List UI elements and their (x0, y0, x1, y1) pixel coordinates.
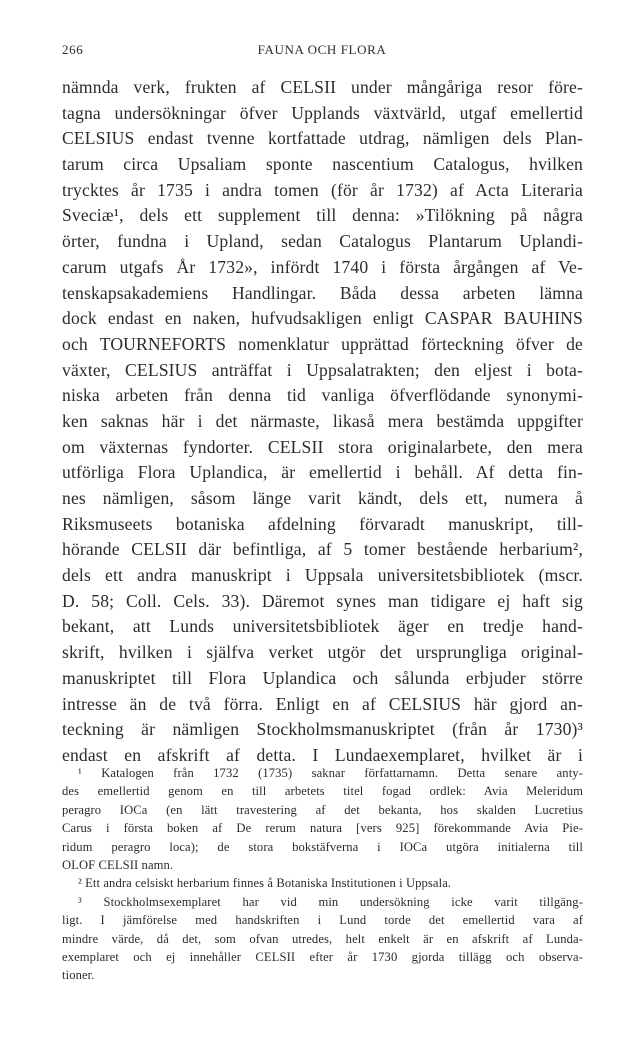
body-line: endast en afskrift af detta. I Lundaexemplaret, hvilket är i (62, 744, 583, 765)
body-line: intresse än de två förra. Enligt en af CELSIUS här gjord an- (62, 693, 583, 714)
body-line: manuskriptet till Flora Uplandica och sålunda erbjuder större (62, 667, 583, 688)
body-line: örter, fundna i Upland, sedan Catalogus Plantarum Uplandi- (62, 231, 583, 252)
footnote-line: OLOF CELSII namn. (62, 857, 174, 872)
body-line: bekant, att Lunds universitetsbibliotek äger en tredje hand- (62, 616, 583, 637)
body-line: tarum circa Upsaliam sponte nascentium Catalogus, hvilken (62, 154, 583, 175)
footnote-line: ligt. I jämförelse med handskriften i Lund torde det emellertid vara af (62, 913, 583, 928)
footnote-line: peragro IOCa (en lätt travestering af det bekanta, hos skalden Lucretius (62, 802, 583, 817)
running-title: FAUNA OCH FLORA (257, 42, 387, 57)
body-line: dels ett andra manuskript i Uppsala universitetsbibliotek (mscr. (62, 565, 583, 586)
footnote-line: des emellertid genom en till arbetets titel fogad ordlek: Avia Meleridum (62, 784, 583, 799)
body-line: växter, CELSIUS anträffat i Uppsalatrakten; den eljest i bota- (62, 359, 583, 380)
running-head (62, 42, 582, 60)
body-line: nes nämligen, såsom länge varit kändt, dels ett, numera å (62, 488, 583, 508)
body-line: tenskapsakademiens Handlingar. Båda dessa arbeten lämna (62, 282, 583, 303)
page-number: 266 (62, 42, 84, 57)
footnote-line: Carus i första boken af De rerum natura [vers 925] förekommande Avia Pie- (62, 821, 583, 836)
footnote-line: exemplaret och ej innehåller CELSII efter år 1730 gjorda tillägg och observa- (62, 949, 583, 964)
body-line: om växternas fyndorter. CELSII stora originalarbete, den mera (62, 436, 583, 457)
body-line: niska arbeten från denna tid vanliga öfverflödande synonymi- (62, 385, 583, 406)
footnote-line: ridum peragro loca); de stora bokstäfverna i IOCa utgöra initialerna till (62, 839, 583, 854)
body-line: ken saknas här i det närmaste, likaså mera bestämda uppgifter (62, 410, 583, 431)
footnotes (62, 764, 583, 985)
body-text (62, 75, 583, 769)
body-line: Riksmuseets botaniska afdelning förvaradt manuskript, till- (62, 513, 583, 534)
body-line: dock endast en naken, hufvudsakligen enligt CASPAR BAUHINS (62, 308, 583, 329)
body-line: skrift, hvilken i själfva verket utgör det ursprungliga original- (62, 642, 583, 663)
body-line: och TOURNEFORTS nomenklatur upprättad förteckning öfver de (62, 333, 583, 354)
body-line: Sveciæ¹, dels ett supplement till denna: »Tilökning på några (62, 205, 583, 226)
body-line: trycktes år 1735 i andra tomen (för år 1732) af Acta Literaria (62, 179, 583, 200)
body-line: tagna undersökningar öfver Upplands växtvärld, utgaf emellertid (62, 102, 583, 123)
body-line: nämnda verk, frukten af CELSII under mångåriga resor före- (62, 77, 583, 97)
footnote-line: tioner. (62, 968, 95, 983)
body-line: teckning är nämligen Stockholmsmanuskriptet (från år 1730)³ (62, 719, 583, 740)
footnote-line: ³ Stockholmsexemplaret har vid min undersökning icke varit tillgäng- (78, 894, 583, 909)
footnote-line: mindre värde, då det, som ofvan utredes, helt enkelt är en afskrift af Lunda- (62, 931, 583, 946)
body-line: D. 58; Coll. Cels. 33). Däremot synes man tidigare ej haft sig (62, 590, 583, 611)
body-line: hörande CELSII där befintliga, af 5 tomer bestående herbarium², (62, 539, 583, 560)
body-line: utförliga Flora Uplandica, är emellertid i behåll. Af detta fin- (62, 462, 583, 483)
body-line: CELSIUS endast tvenne kortfattade utdrag, nämligen dels Plan- (62, 128, 583, 149)
footnote-line: ² Ett andra celsiskt herbarium finnes å Botaniska Institutionen i Uppsala. (78, 876, 452, 891)
footnote-line: ¹ Katalogen från 1732 (1735) saknar författarnamn. Detta senare anty- (78, 766, 583, 780)
body-line: carum utgafs År 1732», infördt 1740 i första årgången af Ve- (62, 256, 583, 277)
